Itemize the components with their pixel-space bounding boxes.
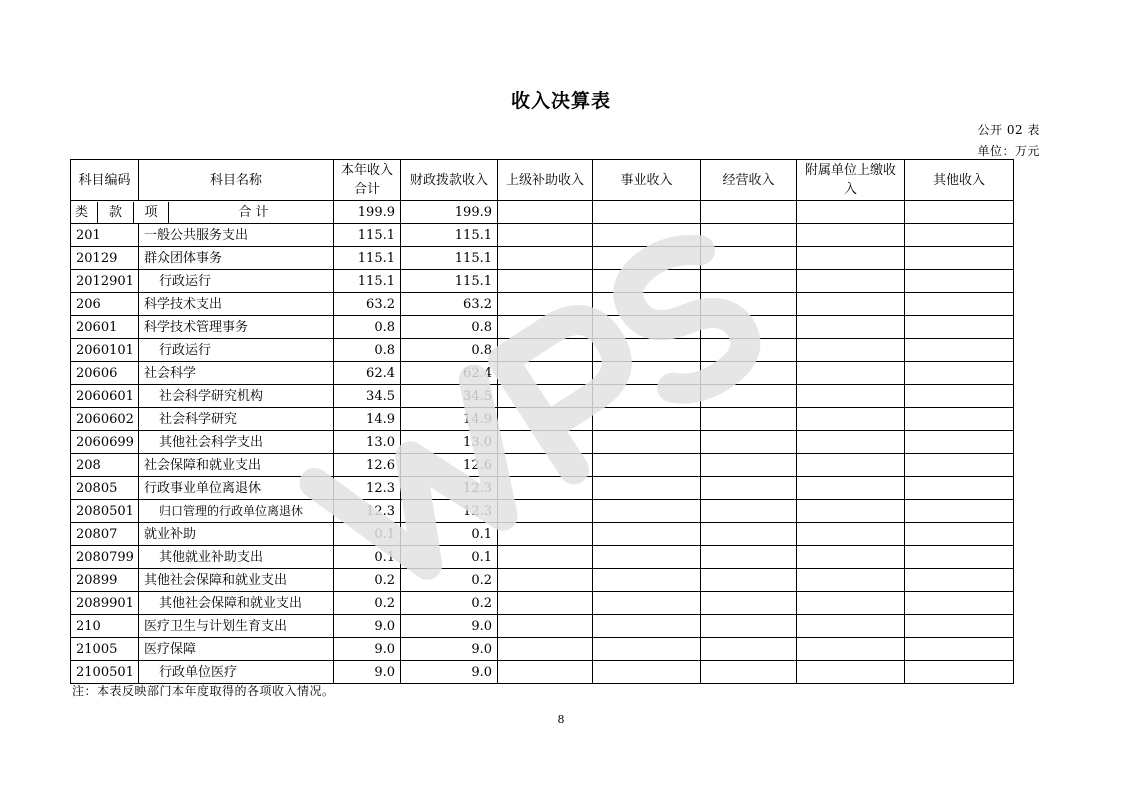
row-code-cell: 20601 [71, 316, 139, 339]
row-code-cell: 20807 [71, 523, 139, 546]
table-row [71, 408, 1014, 431]
empty-cell [797, 362, 905, 385]
row-fiscal-cell: 9.0 [401, 638, 498, 661]
header-total: 本年收入合计 [334, 160, 401, 201]
empty-cell [905, 408, 1014, 431]
row-code-cell: 20129 [71, 247, 139, 270]
row-code-cell: 2060101 [71, 339, 139, 362]
empty-cell [593, 316, 701, 339]
empty-cell [797, 477, 905, 500]
row-name-cell: 科学技术管理事务 [139, 316, 334, 339]
table-row [71, 385, 1014, 408]
empty-cell [701, 224, 797, 247]
empty-cell [701, 569, 797, 592]
empty-cell [905, 592, 1014, 615]
empty-cell [797, 316, 905, 339]
row-fiscal-cell: 115.1 [401, 224, 498, 247]
empty-cell [701, 661, 797, 684]
row-name-cell: 社会科学 [139, 362, 334, 385]
row-total-cell: 12.3 [334, 477, 401, 500]
empty-cell [797, 523, 905, 546]
empty-cell [905, 247, 1014, 270]
row-name-cell: 其他社会保障和就业支出 [139, 569, 334, 592]
empty-cell [498, 592, 593, 615]
empty-cell [593, 546, 701, 569]
empty-cell [593, 661, 701, 684]
empty-cell [905, 362, 1014, 385]
header-other: 其他收入 [905, 160, 1014, 201]
row-fiscal-cell: 0.8 [401, 316, 498, 339]
table-row [71, 339, 1014, 362]
row-fiscal-cell: 9.0 [401, 615, 498, 638]
empty-cell [797, 408, 905, 431]
row-name-cell: 行政运行 [139, 339, 334, 362]
empty-cell [701, 362, 797, 385]
form-code: 公开 02 表 [977, 123, 1040, 137]
header-name: 科目名称 [139, 160, 334, 201]
empty-cell [797, 638, 905, 661]
empty-cell [498, 224, 593, 247]
total-label-cell [71, 201, 334, 224]
empty-cell [498, 431, 593, 454]
row-code-cell: 2100501 [71, 661, 139, 684]
table-header-row [71, 160, 1014, 201]
empty-cell [701, 638, 797, 661]
empty-cell [593, 385, 701, 408]
empty-cell [593, 615, 701, 638]
empty-cell [593, 569, 701, 592]
empty-cell [701, 339, 797, 362]
empty-cell [701, 293, 797, 316]
row-name-cell: 群众团体事务 [139, 247, 334, 270]
empty-cell [593, 638, 701, 661]
table-note: 注：本表反映部门本年度取得的各项收入情况。 [72, 684, 335, 698]
empty-cell [797, 661, 905, 684]
row-code-cell: 208 [71, 454, 139, 477]
row-name-cell: 医疗保障 [139, 638, 334, 661]
table-row [71, 431, 1014, 454]
row-total-cell: 62.4 [334, 362, 401, 385]
row-name-cell: 其他就业补助支出 [139, 546, 334, 569]
header-operating: 经营收入 [701, 160, 797, 201]
empty-cell [905, 316, 1014, 339]
empty-cell [905, 431, 1014, 454]
empty-cell [701, 500, 797, 523]
empty-cell [701, 385, 797, 408]
table-row [71, 477, 1014, 500]
table-row [71, 638, 1014, 661]
row-total-cell: 115.1 [334, 247, 401, 270]
table-row [71, 615, 1014, 638]
page-number: 8 [557, 713, 565, 726]
row-name-cell: 社会科学研究机构 [139, 385, 334, 408]
empty-cell [701, 270, 797, 293]
total-row [71, 201, 1014, 224]
row-total-cell: 63.2 [334, 293, 401, 316]
row-code-cell: 2060601 [71, 385, 139, 408]
row-fiscal-cell: 13.0 [401, 431, 498, 454]
empty-cell [905, 546, 1014, 569]
row-name-cell: 其他社会保障和就业支出 [139, 592, 334, 615]
table-row [71, 500, 1014, 523]
empty-cell [797, 454, 905, 477]
empty-cell [797, 270, 905, 293]
row-code-cell: 2060602 [71, 408, 139, 431]
row-name-cell: 科学技术支出 [139, 293, 334, 316]
row-code-cell: 2080799 [71, 546, 139, 569]
empty-cell [701, 477, 797, 500]
empty-cell [593, 592, 701, 615]
row-code-cell: 2080501 [71, 500, 139, 523]
row-fiscal-cell: 14.9 [401, 408, 498, 431]
empty-cell [593, 500, 701, 523]
row-total-cell: 0.2 [334, 592, 401, 615]
empty-cell [498, 362, 593, 385]
table-row [71, 224, 1014, 247]
empty-cell [593, 224, 701, 247]
table-row [71, 247, 1014, 270]
empty-cell [905, 615, 1014, 638]
table-row [71, 523, 1014, 546]
empty-cell [905, 385, 1014, 408]
empty-cell [593, 293, 701, 316]
table-row [71, 569, 1014, 592]
row-name-cell: 归口管理的行政单位离退休 [139, 500, 334, 523]
row-code-cell: 210 [71, 615, 139, 638]
row-name-cell: 社会科学研究 [139, 408, 334, 431]
empty-cell [498, 247, 593, 270]
row-code-cell: 20606 [71, 362, 139, 385]
row-fiscal-cell: 62.4 [401, 362, 498, 385]
empty-cell [905, 523, 1014, 546]
empty-cell [701, 615, 797, 638]
row-name-cell: 一般公共服务支出 [139, 224, 334, 247]
empty-cell [905, 270, 1014, 293]
empty-cell [498, 201, 593, 224]
table-row [71, 546, 1014, 569]
empty-cell [498, 615, 593, 638]
total-fiscal-cell: 199.9 [401, 201, 498, 224]
empty-cell [797, 339, 905, 362]
empty-cell [593, 477, 701, 500]
row-name-cell: 行政单位医疗 [139, 661, 334, 684]
empty-cell [701, 546, 797, 569]
empty-cell [498, 385, 593, 408]
table-row [71, 661, 1014, 684]
total-income-cell: 199.9 [334, 201, 401, 224]
income-table [70, 159, 1014, 684]
empty-cell [593, 270, 701, 293]
row-total-cell: 0.2 [334, 569, 401, 592]
empty-cell [593, 339, 701, 362]
row-fiscal-cell: 115.1 [401, 247, 498, 270]
row-name-cell: 社会保障和就业支出 [139, 454, 334, 477]
empty-cell [701, 431, 797, 454]
header-affiliated: 附属单位上缴收入 [797, 160, 905, 201]
empty-cell [498, 339, 593, 362]
row-total-cell: 12.6 [334, 454, 401, 477]
empty-cell [797, 224, 905, 247]
empty-cell [905, 201, 1014, 224]
empty-cell [593, 201, 701, 224]
empty-cell [797, 569, 905, 592]
row-fiscal-cell: 9.0 [401, 661, 498, 684]
empty-cell [701, 247, 797, 270]
row-total-cell: 115.1 [334, 224, 401, 247]
empty-cell [797, 546, 905, 569]
row-code-cell: 2089901 [71, 592, 139, 615]
header-fiscal: 财政拨款收入 [401, 160, 498, 201]
row-total-cell: 13.0 [334, 431, 401, 454]
empty-cell [498, 454, 593, 477]
empty-cell [797, 201, 905, 224]
empty-cell [593, 454, 701, 477]
empty-cell [498, 408, 593, 431]
row-total-cell: 9.0 [334, 615, 401, 638]
empty-cell [905, 454, 1014, 477]
empty-cell [905, 661, 1014, 684]
empty-cell [701, 316, 797, 339]
empty-cell [905, 638, 1014, 661]
table-row [71, 293, 1014, 316]
row-fiscal-cell: 0.2 [401, 569, 498, 592]
subheader-lei: 类 [74, 204, 88, 220]
header-superior: 上级补助收入 [498, 160, 593, 201]
row-total-cell: 34.5 [334, 385, 401, 408]
unit-label: 单位：万元 [977, 144, 1040, 158]
table-row [71, 592, 1014, 615]
row-fiscal-cell: 0.8 [401, 339, 498, 362]
table-row [71, 454, 1014, 477]
empty-cell [498, 270, 593, 293]
row-code-cell: 206 [71, 293, 139, 316]
row-fiscal-cell: 12.3 [401, 477, 498, 500]
empty-cell [797, 293, 905, 316]
empty-cell [905, 569, 1014, 592]
row-code-cell: 2060699 [71, 431, 139, 454]
row-total-cell: 0.1 [334, 523, 401, 546]
empty-cell [701, 523, 797, 546]
row-code-cell: 21005 [71, 638, 139, 661]
row-fiscal-cell: 63.2 [401, 293, 498, 316]
subheader-xiang: 项 [133, 202, 168, 223]
row-total-cell: 9.0 [334, 661, 401, 684]
empty-cell [498, 569, 593, 592]
table-row [71, 362, 1014, 385]
empty-cell [797, 500, 905, 523]
empty-cell [593, 362, 701, 385]
empty-cell [701, 408, 797, 431]
subheader-heji: 合 计 [168, 202, 334, 223]
empty-cell [905, 293, 1014, 316]
empty-cell [701, 201, 797, 224]
empty-cell [797, 615, 905, 638]
empty-cell [905, 224, 1014, 247]
table-row [71, 316, 1014, 339]
empty-cell [905, 339, 1014, 362]
empty-cell [593, 523, 701, 546]
row-name-cell: 医疗卫生与计划生育支出 [139, 615, 334, 638]
header-code: 科目编码 [71, 160, 139, 201]
empty-cell [498, 316, 593, 339]
row-fiscal-cell: 115.1 [401, 270, 498, 293]
row-fiscal-cell: 0.2 [401, 592, 498, 615]
row-fiscal-cell: 0.1 [401, 523, 498, 546]
empty-cell [498, 638, 593, 661]
row-code-cell: 20899 [71, 569, 139, 592]
row-code-cell: 20805 [71, 477, 139, 500]
empty-cell [593, 247, 701, 270]
row-name-cell: 行政运行 [139, 270, 334, 293]
empty-cell [797, 385, 905, 408]
empty-cell [498, 500, 593, 523]
empty-cell [498, 546, 593, 569]
empty-cell [498, 661, 593, 684]
empty-cell [498, 523, 593, 546]
row-total-cell: 12.3 [334, 500, 401, 523]
empty-cell [701, 592, 797, 615]
empty-cell [797, 592, 905, 615]
table-row [71, 270, 1014, 293]
empty-cell [498, 293, 593, 316]
empty-cell [498, 477, 593, 500]
row-name-cell: 行政事业单位离退休 [139, 477, 334, 500]
row-fiscal-cell: 34.5 [401, 385, 498, 408]
row-total-cell: 14.9 [334, 408, 401, 431]
row-fiscal-cell: 0.1 [401, 546, 498, 569]
empty-cell [701, 454, 797, 477]
row-code-cell: 2012901 [71, 270, 139, 293]
row-total-cell: 0.8 [334, 316, 401, 339]
row-total-cell: 0.8 [334, 339, 401, 362]
page-title: 收入决算表 [510, 90, 611, 112]
empty-cell [593, 431, 701, 454]
row-code-cell: 201 [71, 224, 139, 247]
empty-cell [797, 431, 905, 454]
empty-cell [593, 408, 701, 431]
row-fiscal-cell: 12.3 [401, 500, 498, 523]
row-total-cell: 0.1 [334, 546, 401, 569]
header-career: 事业收入 [593, 160, 701, 201]
row-name-cell: 就业补助 [139, 523, 334, 546]
subheader-kuan: 款 [97, 202, 133, 223]
row-fiscal-cell: 12.6 [401, 454, 498, 477]
empty-cell [797, 247, 905, 270]
row-total-cell: 9.0 [334, 638, 401, 661]
row-name-cell: 其他社会科学支出 [139, 431, 334, 454]
row-total-cell: 115.1 [334, 270, 401, 293]
empty-cell [905, 500, 1014, 523]
empty-cell [905, 477, 1014, 500]
